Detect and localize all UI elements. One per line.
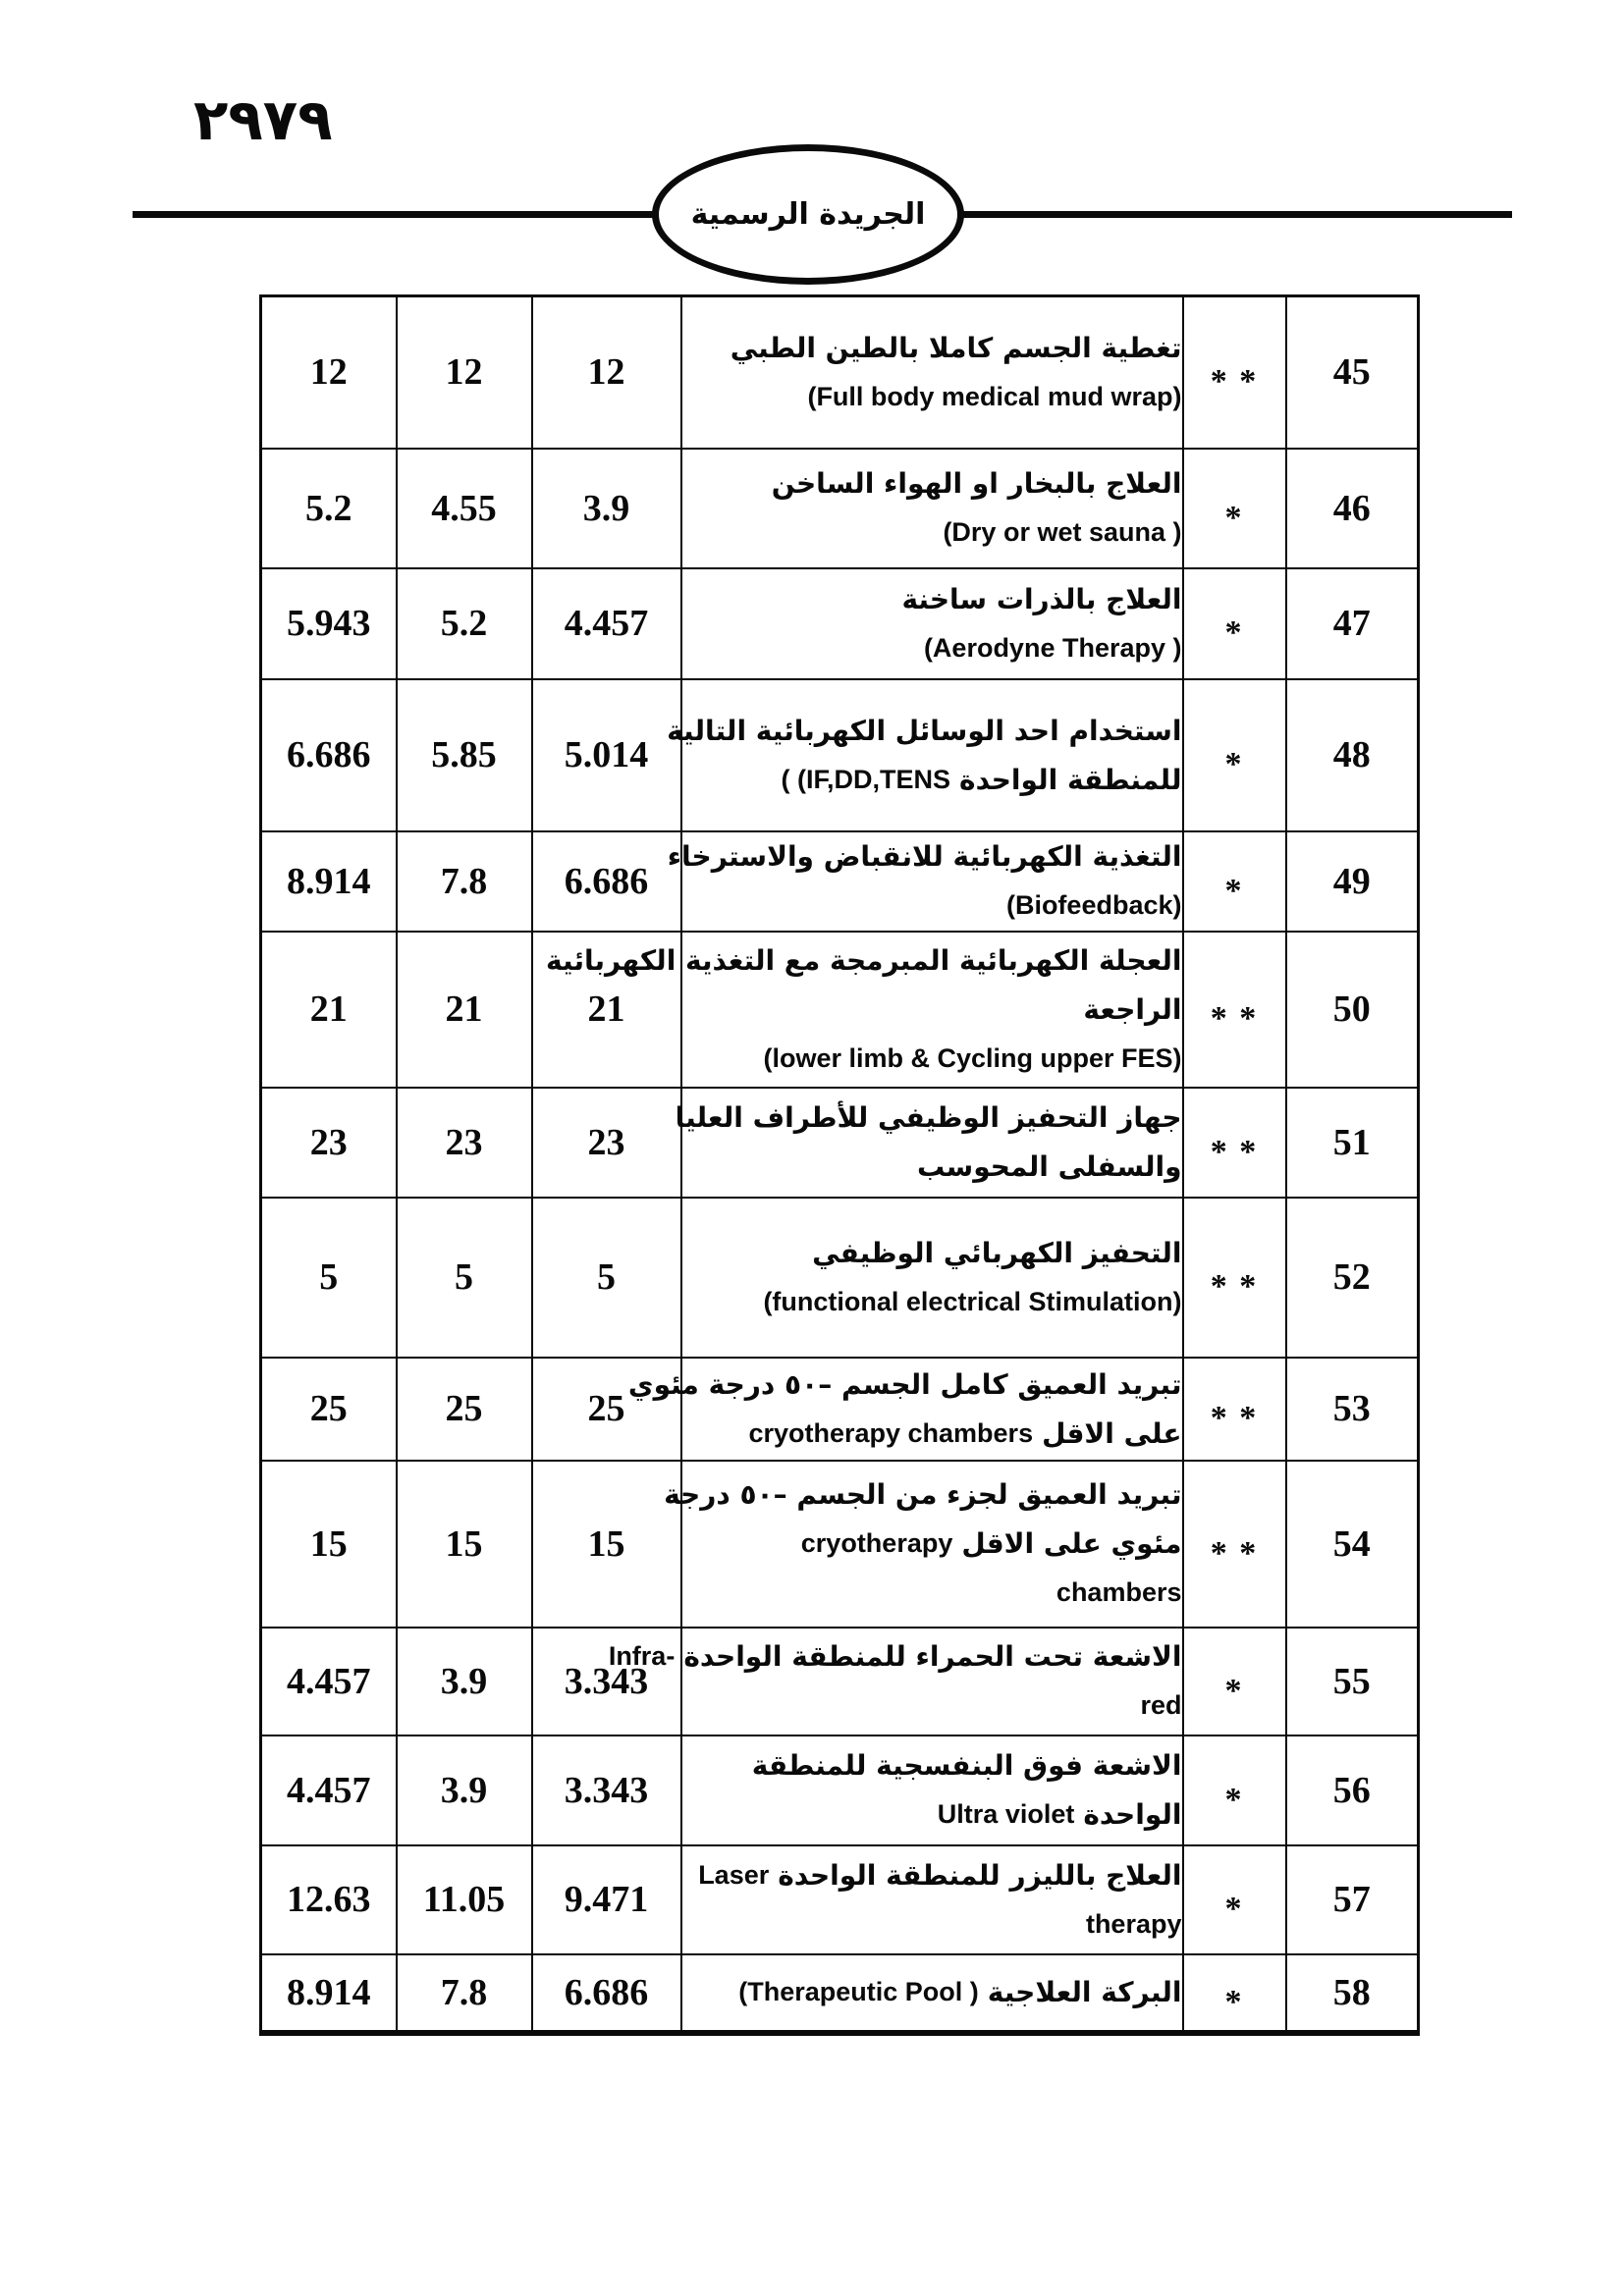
description-line bbox=[682, 1741, 1182, 1790]
description-line bbox=[682, 1790, 1182, 1840]
category-stars-cell bbox=[1183, 831, 1286, 932]
description-line bbox=[546, 935, 1182, 985]
asterisk-marks: * * bbox=[1210, 1400, 1259, 1436]
price-cell: 6.686 bbox=[532, 1954, 681, 2033]
description-line bbox=[667, 832, 1182, 881]
description-line bbox=[682, 1143, 1182, 1192]
price-cell: 5.014 bbox=[532, 679, 681, 831]
asterisk-marks: * bbox=[1224, 1983, 1244, 2020]
description-line bbox=[682, 1682, 1182, 1731]
price-cell: 15 bbox=[532, 1461, 681, 1628]
english-text: Ultra violet bbox=[937, 1799, 1075, 1829]
description-cell bbox=[681, 296, 1183, 449]
price-cell: 3.343 bbox=[532, 1628, 681, 1735]
price-cell: 21 bbox=[532, 932, 681, 1088]
table-row bbox=[261, 1735, 1419, 1845]
english-text: Laser bbox=[698, 1859, 770, 1890]
description-cell bbox=[681, 1735, 1183, 1845]
price-cell: 7.8 bbox=[397, 831, 532, 932]
description-cell bbox=[667, 679, 1183, 831]
price-cell: 23 bbox=[261, 1088, 397, 1198]
english-text: (functional electrical Stimulation) bbox=[763, 1286, 1182, 1316]
price-cell: 5 bbox=[261, 1198, 397, 1358]
row-number-cell: 48 bbox=[1286, 679, 1419, 831]
description-line bbox=[682, 1569, 1182, 1618]
row-number-cell: 57 bbox=[1286, 1845, 1419, 1954]
table-row bbox=[261, 296, 1419, 449]
description-line bbox=[682, 574, 1182, 623]
asterisk-marks: * * bbox=[1210, 1133, 1259, 1170]
description-cell bbox=[675, 1088, 1183, 1198]
description-cell bbox=[608, 1628, 1183, 1735]
table-row bbox=[261, 449, 1419, 568]
category-stars-cell bbox=[1183, 1845, 1286, 1954]
table-row bbox=[261, 1358, 1419, 1461]
asterisk-marks: * * bbox=[1210, 1000, 1259, 1037]
description-cell bbox=[681, 1198, 1183, 1358]
asterisk-marks: * * bbox=[1210, 1268, 1259, 1305]
description-line bbox=[627, 1360, 1182, 1409]
description-line bbox=[682, 1409, 1182, 1458]
description-line bbox=[675, 1094, 1182, 1143]
price-cell: 12 bbox=[261, 296, 397, 449]
price-cell: 8.914 bbox=[261, 1954, 397, 2033]
description-line bbox=[608, 1632, 1182, 1682]
category-stars-cell bbox=[1183, 1735, 1286, 1845]
asterisk-marks: * bbox=[1224, 614, 1244, 651]
table-row bbox=[261, 831, 1419, 932]
price-cell: 3.9 bbox=[397, 1735, 532, 1845]
english-text: Infra- bbox=[608, 1641, 676, 1671]
asterisk-marks: * * bbox=[1210, 363, 1259, 400]
description-line bbox=[682, 1277, 1182, 1326]
price-cell: 5.2 bbox=[397, 568, 532, 679]
category-stars-cell bbox=[1183, 296, 1286, 449]
row-number-cell: 47 bbox=[1286, 568, 1419, 679]
arabic-text: جهاز التحفيز الوظيفي للأطراف العليا bbox=[675, 1101, 1182, 1134]
arabic-text: والسفلى المحوسب bbox=[917, 1150, 1182, 1183]
english-text: ( (IF,DD,TENS bbox=[781, 764, 951, 794]
arabic-text: مئوي على الاقل bbox=[961, 1527, 1182, 1560]
english-text: cryotherapy chambers bbox=[748, 1417, 1034, 1448]
price-cell: 4.457 bbox=[532, 568, 681, 679]
price-cell: 21 bbox=[397, 932, 532, 1088]
category-stars-cell bbox=[1183, 1954, 1286, 2033]
description-cell bbox=[681, 568, 1183, 679]
services-price-table bbox=[259, 294, 1420, 2036]
arabic-text: تبريد العميق كامل الجسم –٥٠ درجة مئوي bbox=[627, 1367, 1182, 1401]
category-stars-cell bbox=[1183, 449, 1286, 568]
description-cell bbox=[667, 831, 1183, 932]
asterisk-marks: * bbox=[1224, 1891, 1244, 1927]
english-text: (Aerodyne Therapy ) bbox=[923, 632, 1182, 663]
category-stars-cell bbox=[1183, 1198, 1286, 1358]
description-cell bbox=[627, 1358, 1183, 1461]
description-line bbox=[682, 1850, 1182, 1899]
asterisk-marks: * * bbox=[1210, 1534, 1259, 1572]
price-cell: 12.63 bbox=[261, 1845, 397, 1954]
description-line bbox=[682, 623, 1182, 672]
arabic-text: الراجعة bbox=[1083, 992, 1182, 1026]
description-line bbox=[682, 323, 1182, 372]
row-number-cell: 52 bbox=[1286, 1198, 1419, 1358]
row-number-cell: 55 bbox=[1286, 1628, 1419, 1735]
table-row bbox=[261, 1845, 1419, 1954]
description-line bbox=[682, 755, 1182, 804]
category-stars-cell bbox=[1183, 1628, 1286, 1735]
description-line bbox=[664, 1470, 1182, 1520]
english-text: chambers bbox=[1056, 1577, 1182, 1607]
row-number-cell: 46 bbox=[1286, 449, 1419, 568]
description-line bbox=[682, 1520, 1182, 1569]
price-cell: 25 bbox=[261, 1358, 397, 1461]
description-line bbox=[682, 881, 1182, 931]
asterisk-marks: * bbox=[1224, 1672, 1244, 1709]
english-text: therapy bbox=[1085, 1908, 1182, 1939]
row-number-cell: 51 bbox=[1286, 1088, 1419, 1198]
asterisk-marks: * bbox=[1224, 872, 1244, 909]
row-number-cell: 53 bbox=[1286, 1358, 1419, 1461]
arabic-text: استخدام احد الوسائل الكهربائية التالية bbox=[667, 714, 1182, 747]
table-row bbox=[261, 1198, 1419, 1358]
price-cell: 3.9 bbox=[397, 1628, 532, 1735]
table-row bbox=[261, 568, 1419, 679]
row-number-cell: 54 bbox=[1286, 1461, 1419, 1628]
description-line bbox=[682, 1228, 1182, 1277]
price-cell: 8.914 bbox=[261, 831, 397, 932]
price-cell: 4.457 bbox=[261, 1628, 397, 1735]
description-line bbox=[682, 459, 1182, 508]
table-row bbox=[261, 1628, 1419, 1735]
price-cell: 15 bbox=[261, 1461, 397, 1628]
description-line bbox=[682, 985, 1182, 1034]
category-stars-cell bbox=[1183, 932, 1286, 1088]
price-cell: 3.343 bbox=[532, 1735, 681, 1845]
price-cell: 5 bbox=[532, 1198, 681, 1358]
arabic-text: الاشعة فوق البنفسجية للمنطقة bbox=[751, 1749, 1182, 1782]
description-line bbox=[682, 1968, 1182, 2017]
description-cell bbox=[664, 1461, 1183, 1628]
row-number-cell: 50 bbox=[1286, 932, 1419, 1088]
price-cell: 5.943 bbox=[261, 568, 397, 679]
english-text: red bbox=[1140, 1690, 1182, 1720]
category-stars-cell bbox=[1183, 679, 1286, 831]
arabic-text: العلاج بالبخار او الهواء الساخن bbox=[771, 467, 1182, 500]
description-cell bbox=[681, 449, 1183, 568]
asterisk-marks: * bbox=[1224, 1781, 1244, 1818]
category-stars-cell bbox=[1183, 1358, 1286, 1461]
row-number-cell: 45 bbox=[1286, 296, 1419, 449]
description-line bbox=[682, 1899, 1182, 1949]
english-text: cryotherapy bbox=[800, 1528, 953, 1558]
page-number: ٢٩٧٩ bbox=[193, 86, 333, 153]
price-cell: 25 bbox=[397, 1358, 532, 1461]
arabic-text: تبريد العميق لجزء من الجسم –٥٠ درجة bbox=[664, 1478, 1182, 1511]
price-cell: 7.8 bbox=[397, 1954, 532, 2033]
arabic-text: الواحدة bbox=[1083, 1798, 1182, 1831]
english-text: (Therapeutic Pool ) bbox=[738, 1977, 979, 2006]
row-number-cell: 58 bbox=[1286, 1954, 1419, 2033]
arabic-text: للمنطقة الواحدة bbox=[959, 763, 1182, 796]
row-number-cell: 56 bbox=[1286, 1735, 1419, 1845]
english-text: (lower limb & Cycling upper FES) bbox=[763, 1042, 1182, 1073]
price-cell: 23 bbox=[532, 1088, 681, 1198]
arabic-text: العلاج بالليزر للمنطقة الواحدة bbox=[778, 1858, 1182, 1892]
price-cell: 9.471 bbox=[532, 1845, 681, 1954]
arabic-text: الاشعة تحت الحمراء للمنطقة الواحدة bbox=[683, 1640, 1182, 1673]
arabic-text: التغذية الكهربائية للانقباض والاسترخاء bbox=[667, 840, 1182, 873]
price-cell: 4.457 bbox=[261, 1735, 397, 1845]
price-cell: 25 bbox=[532, 1358, 681, 1461]
price-cell: 12 bbox=[397, 296, 532, 449]
english-text: (Dry or wet sauna ) bbox=[943, 517, 1182, 547]
table-row bbox=[261, 679, 1419, 831]
price-cell: 6.686 bbox=[261, 679, 397, 831]
price-cell: 3.9 bbox=[532, 449, 681, 568]
category-stars-cell bbox=[1183, 1461, 1286, 1628]
arabic-text: العجلة الكهربائية المبرمجة مع التغذية الكهربائية bbox=[546, 943, 1182, 977]
description-cell bbox=[681, 1845, 1183, 1954]
price-cell: 11.05 bbox=[397, 1845, 532, 1954]
description-line bbox=[667, 706, 1182, 755]
description-line bbox=[682, 372, 1182, 421]
english-text: (Full body medical mud wrap) bbox=[807, 381, 1182, 411]
arabic-text: على الاقل bbox=[1042, 1416, 1182, 1450]
price-cell: 15 bbox=[397, 1461, 532, 1628]
price-cell: 5.2 bbox=[261, 449, 397, 568]
table-row bbox=[261, 1088, 1419, 1198]
category-stars-cell bbox=[1183, 1088, 1286, 1198]
banner-ellipse bbox=[652, 144, 964, 285]
description-line bbox=[682, 1034, 1182, 1083]
asterisk-marks: * bbox=[1224, 499, 1244, 536]
table-row bbox=[261, 1461, 1419, 1628]
price-cell: 23 bbox=[397, 1088, 532, 1198]
row-number-cell: 49 bbox=[1286, 831, 1419, 932]
description-cell bbox=[681, 1954, 1183, 2033]
services-table-body bbox=[261, 296, 1419, 2033]
banner-title: الجريدة الرسمية bbox=[690, 197, 926, 232]
category-stars-cell bbox=[1183, 568, 1286, 679]
price-cell: 5.85 bbox=[397, 679, 532, 831]
price-cell: 6.686 bbox=[532, 831, 681, 932]
english-text: (Biofeedback) bbox=[1005, 890, 1182, 920]
arabic-text: البركة العلاجية bbox=[987, 1976, 1182, 2008]
arabic-text: العلاج بالذرات ساخنة bbox=[901, 582, 1182, 615]
asterisk-marks: * bbox=[1224, 746, 1244, 782]
table-row bbox=[261, 1954, 1419, 2033]
arabic-text: التحفيز الكهربائي الوظيفي bbox=[812, 1236, 1182, 1269]
price-cell: 4.55 bbox=[397, 449, 532, 568]
arabic-text: تغطية الجسم كاملا بالطين الطبي bbox=[730, 331, 1182, 364]
price-cell: 5 bbox=[397, 1198, 532, 1358]
table-row bbox=[261, 932, 1419, 1088]
price-cell: 12 bbox=[532, 296, 681, 449]
description-line bbox=[682, 508, 1182, 558]
price-cell: 21 bbox=[261, 932, 397, 1088]
